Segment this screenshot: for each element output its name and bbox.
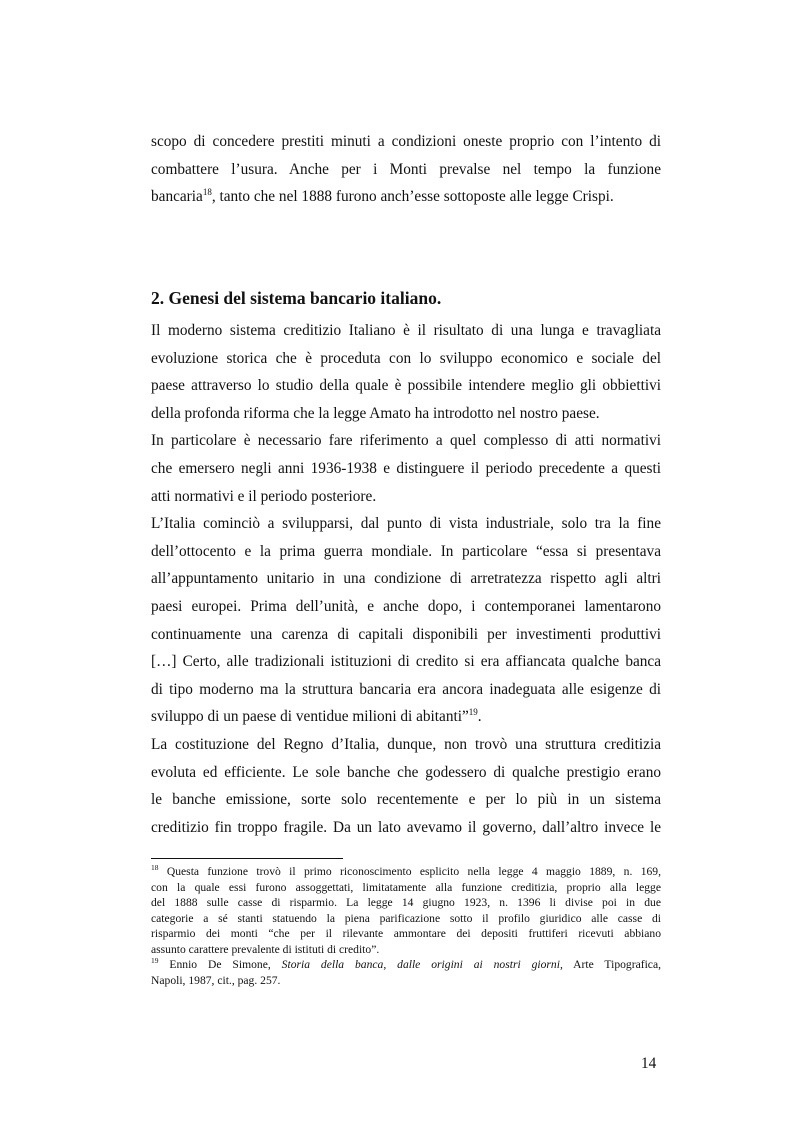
footnote-reference: 19 — [151, 956, 159, 965]
footnote-line: $^{19}$ Ennio De Simone, Storia della banca, dalle origini ai nostri giorni, Arte Tipografica, — [151, 956, 661, 971]
footnote-line: risparmio dei monti “che per il rilevante ammontare dei depositi fruttiferi ricevuti abbiano — [151, 927, 661, 940]
intro-paragraph — [151, 128, 661, 211]
text-line: le banche emissione, sorte solo recentemente e per lo più in un sistema — [151, 791, 661, 809]
body-text — [151, 317, 661, 841]
text-line: […] Certo, alle tradizionali istituzioni di credito si era affiancata qualche banca — [151, 653, 661, 671]
footnotes — [151, 864, 661, 988]
footnote-line: assunto carattere prevalente di istituti di credito”. — [151, 942, 380, 956]
text-line: In particolare è necessario fare riferimento a quel complesso di atti normativi — [151, 432, 661, 450]
text-line: evoluzione storica che è proceduta con lo sviluppo economico e sociale del — [151, 349, 661, 367]
text-line: continuamente una carenza di capitali disponibili per investimenti produttivi — [151, 625, 661, 643]
text-line: sviluppo di un paese di ventidue milioni di abitanti”$^{19}$. — [151, 707, 482, 726]
text-line: della profonda riforma che la legge Amato ha introdotto nel nostro paese. — [151, 404, 600, 422]
footnote-line: Napoli, 1987, cit., pag. 257. — [151, 973, 281, 987]
text-line: paesi europei. Prima dell’unità, e anche dopo, i contemporanei lamentarono — [151, 597, 661, 615]
footnote-reference: 19 — [468, 707, 478, 718]
text-line: bancaria$^{18}$, tanto che nel 1888 furono anch’esse sottoposte alle legge Crispi. — [151, 187, 614, 206]
page-number: 14 — [641, 1055, 657, 1072]
text-line: La costituzione del Regno d’Italia, dunque, non trovò una struttura creditizia — [151, 735, 661, 753]
text-line: combattere l’usura. Anche per i Monti prevalse nel tempo la funzione — [151, 160, 661, 178]
text-line: di tipo moderno ma la struttura bancaria era ancora inadeguata alle esigenze di — [151, 680, 661, 698]
footnote-line: con la quale essi furono assoggettati, limitatamente alla funzione creditizia, proprio alla legge — [151, 880, 661, 894]
footnote-separator — [151, 858, 343, 859]
text-line: atti normativi e il periodo posteriore. — [151, 487, 377, 505]
text-line: all’appuntamento unitario in una condizione di arretratezza rispetto agli altri — [151, 570, 661, 588]
text-line: che emersero negli anni 1936-1938 e distinguere il periodo precedente a questi — [151, 459, 661, 477]
section-heading: 2. Genesi del sistema bancario italiano. — [151, 288, 442, 308]
text-line: evoluta ed efficiente. Le sole banche che godessero di qualche prestigio erano — [151, 763, 661, 781]
text-line: creditizio fin troppo fragile. Da un lato avevamo il governo, dall’altro invece le — [151, 818, 661, 836]
text-line: dell’ottocento e la prima guerra mondiale. In particolare “essa si presentava — [151, 542, 661, 560]
text-line: paese attraverso lo studio della quale è possibile intendere meglio gli obbiettivi — [151, 377, 661, 395]
footnote-line: $^{18}$ Questa funzione trovò il primo riconoscimento esplicito nella legge 4 maggio 1889, n. 169, — [151, 863, 661, 878]
text-line: scopo di concedere prestiti minuti a condizioni oneste proprio con l’intento di — [151, 133, 661, 150]
footnote-line: categorie a sé stanti statuendo la piena parificazione sotto il profilo giuridico alle casse di — [151, 911, 661, 925]
text-line: Il moderno sistema creditizio Italiano è il risultato di una lunga e travagliata — [151, 322, 661, 339]
footnote-reference: 18 — [151, 863, 159, 872]
footnote-line: del 1888 sulle casse di risparmio. La legge 14 giugno 1923, n. 1396 li divise poi in due — [151, 896, 661, 909]
text-line: L’Italia cominciò a svilupparsi, dal punto di vista industriale, solo tra la fine — [151, 515, 661, 533]
footnote-reference: 18 — [202, 187, 212, 198]
